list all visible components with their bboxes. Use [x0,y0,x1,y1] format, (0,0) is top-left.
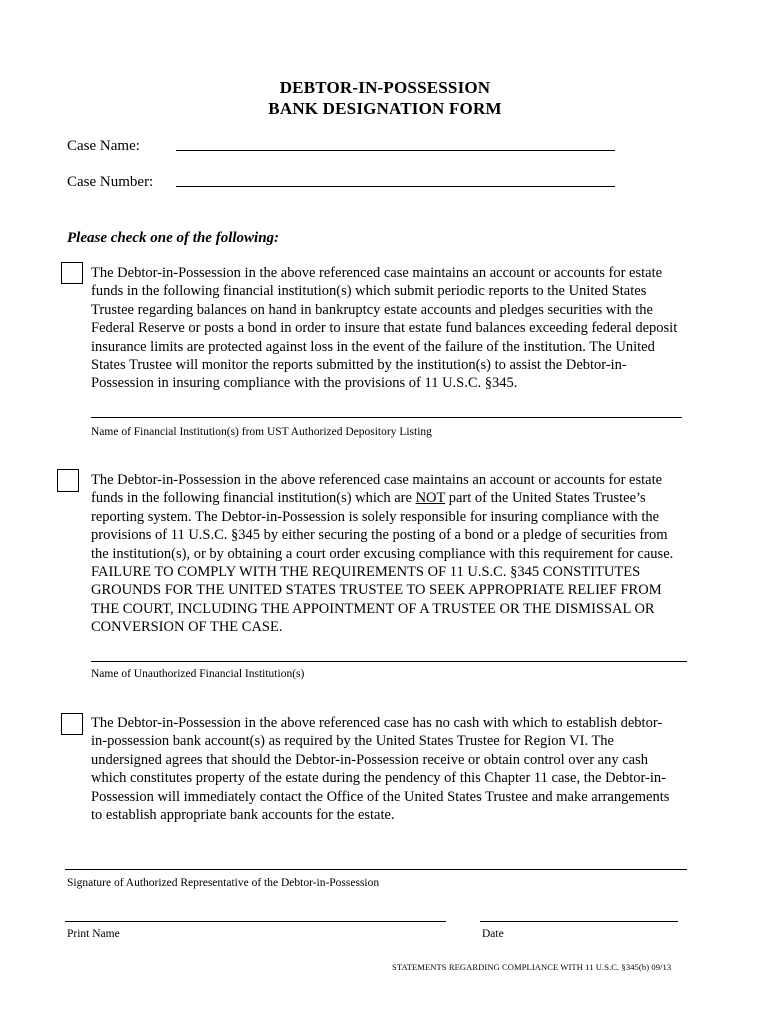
option-2-line-end: part of the United States Trustee’s [445,490,646,507]
option-3-line: Possession will immediately contact the Office of the United States Trustee and make arrangements [91,788,670,805]
unauthorized-institution-field[interactable] [91,661,687,662]
case-number-label: Case Number: [67,174,154,190]
option-2-line: provisions of 11 U.S.C. §345 by either securing the posting of a bond or a pledge of securities from [91,527,668,544]
print-name-caption: Print Name [67,928,120,940]
option-3-line: undersigned agrees that should the Debtor-in-Possession receive or obtain control over any cash [91,751,648,768]
option-2-line: The Debtor-in-Possession in the above referenced case maintains an account or accounts for estate [91,472,663,488]
option-1-checkbox[interactable] [61,262,83,284]
option-1-line: insurance limits are protected against loss in the event of the failure of the institution. The United [91,338,655,355]
option-2-text [91,471,711,637]
option-2-line: THE COURT, INCLUDING THE APPOINTMENT OF A TRUSTEE OR THE DISMISSAL OR [91,600,655,617]
form-title-line-2: BANK DESIGNATION FORM [268,99,502,118]
option-1-text [91,264,711,393]
option-1-line: The Debtor-in-Possession in the above referenced case maintains an account or accounts for estate [91,265,663,281]
option-2-line: CONVERSION OF THE CASE. [91,619,283,636]
option-2-line: FAILURE TO COMPLY WITH THE REQUIREMENTS OF 11 U.S.C. §345 CONSTITUTES [91,564,641,581]
date-caption: Date [482,928,504,940]
form-title-line-1: DEBTOR-IN-POSSESSION [279,78,491,97]
option-3-line: in-possession bank account(s) as required by the United States Trustee for Region VI. The [91,733,614,750]
case-name-field[interactable] [176,150,615,151]
option-2-line: reporting system. The Debtor-in-Possession is solely responsible for insuring compliance with the [91,508,660,525]
option-3-checkbox[interactable] [61,713,83,735]
option-3-line: The Debtor-in-Possession in the above referenced case has no cash with which to establish debtor- [91,715,663,731]
not-emphasis: NOT [415,490,446,507]
print-name-field[interactable] [65,921,446,922]
option-1-line: funds in the following financial institution(s) which submit periodic reports to the United States [91,283,647,300]
unauthorized-institution-caption: Name of Unauthorized Financial Institution(s) [91,668,305,680]
signature-caption: Signature of Authorized Representative of the Debtor-in-Possession [67,877,380,889]
approved-institution-field[interactable] [91,417,682,418]
option-3-line: to establish appropriate bank accounts for the estate. [91,807,395,824]
option-2-line [91,489,711,507]
option-3-line: which constitutes property of the estate during the pendency of this Chapter 11 case, the Debtor-in- [91,770,666,787]
case-name-label: Case Name: [67,138,140,154]
option-2-line-start: funds in the following financial institution(s) which are [91,490,416,507]
date-field[interactable] [480,921,678,922]
option-2-line: GROUNDS FOR THE UNITED STATES TRUSTEE TO SEEK APPROPRIATE RELIEF FROM [91,582,662,599]
case-number-field[interactable] [176,186,615,187]
option-2-line: the institution(s), or by obtaining a court order excusing compliance with this requirement for cause. [91,545,674,562]
option-1-line: Trustee regarding balances on hand in bankruptcy estate accounts and pledges securities with the [91,301,653,318]
option-1-line: Possession in insuring compliance with the provisions of 11 U.S.C. §345. [91,375,518,392]
instruction-heading: Please check one of the following: [67,230,280,246]
option-1-line: States Trustee will monitor the reports submitted by the institution(s) to assist the Debtor-in- [91,357,627,374]
option-2-checkbox[interactable] [57,469,79,492]
approved-institution-caption: Name of Financial Institution(s) from UST Authorized Depository Listing [91,426,432,438]
option-1-line: Federal Reserve or posts a bond in order to insure that estate fund balances exceeding federal deposit [91,320,678,337]
signature-field[interactable] [65,869,687,870]
option-3-text [91,714,711,824]
footer-statement: STATEMENTS REGARDING COMPLIANCE WITH 11 U.S.C. §345(b) 09/13 [392,962,672,972]
